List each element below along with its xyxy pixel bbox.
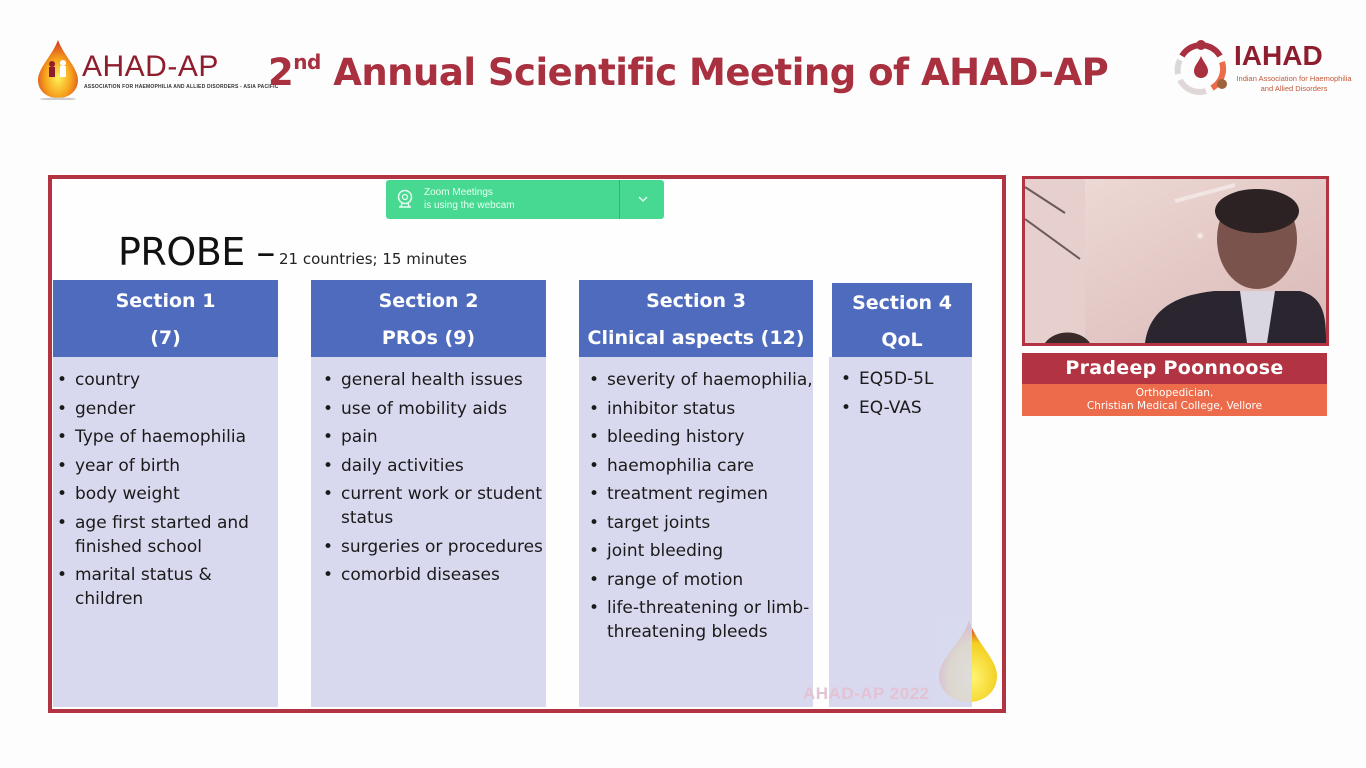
list-item: • country (57, 368, 278, 392)
list-item: • age first started and finished school (57, 511, 278, 559)
section-3-body (579, 357, 813, 707)
iahad-ring-icon (1172, 38, 1230, 96)
speaker-name: Pradeep Poonnoose (1022, 353, 1327, 384)
notification-line-1: Zoom Meetings (424, 187, 493, 198)
ahad-ap-logo-tagline: ASSOCIATION FOR HAEMOPHILIA AND ALLIED DISORDERS - ASIA PACIFIC (84, 84, 279, 90)
list-item: • year of birth (57, 454, 278, 478)
section-2-header (311, 280, 546, 357)
title-ordinal: 2 (268, 51, 294, 94)
list-item: • inhibitor status (589, 397, 813, 421)
list-item: • general health issues (323, 368, 546, 392)
webcam-notification[interactable] (386, 180, 664, 219)
list-item: • EQ5D-5L (841, 367, 972, 391)
section-3-subtitle: Clinical aspects (12) (587, 327, 805, 349)
notification-divider (619, 180, 620, 219)
list-item: • gender (57, 397, 278, 421)
section-1-title: Section 1 (115, 290, 216, 312)
list-item: • life-threatening or limb-threatening bleeds (589, 596, 813, 644)
chevron-down-icon[interactable] (636, 192, 650, 206)
slide-watermark-text: AHAD-AP 2022 (803, 684, 930, 703)
ahad-ap-logo (34, 36, 279, 104)
ahad-ap-logo-name: AHAD-AP (82, 50, 219, 83)
list-item: • target joints (589, 511, 813, 535)
section-4-header (832, 283, 972, 357)
section-3-title: Section 3 (646, 290, 746, 312)
webcam-icon (396, 189, 414, 209)
section-2-list (323, 368, 546, 587)
list-item: • current work or student status (323, 482, 546, 530)
list-item: • marital status & children (57, 563, 278, 611)
title-text: Annual Scientific Meeting of AHAD-AP (320, 51, 1109, 94)
speaker-video-image (1025, 179, 1326, 343)
notification-line-2: is using the webcam (424, 200, 515, 211)
list-item: • range of motion (589, 568, 813, 592)
watermark-drop-icon (935, 618, 999, 704)
list-item: • use of mobility aids (323, 397, 546, 421)
section-3-header (579, 280, 813, 357)
notification-text (424, 186, 515, 212)
title-ordinal-suffix: nd (293, 50, 321, 74)
section-2-body (311, 357, 546, 707)
list-item: • bleeding history (589, 425, 813, 449)
slide-subtitle: 21 countries; 15 minutes (279, 250, 467, 268)
section-4-title: Section 4 (852, 292, 952, 314)
speaker-video-feed (1022, 176, 1329, 346)
section-4-list (841, 367, 972, 420)
speaker-role-affiliation: Christian Medical College, Vellore (1086, 400, 1263, 412)
section-1-header (53, 280, 278, 357)
section-1-list (57, 368, 278, 611)
page-title (268, 50, 1128, 94)
iahad-logo (1172, 36, 1352, 98)
iahad-logo-name: IAHAD (1234, 40, 1323, 71)
list-item: • comorbid diseases (323, 563, 546, 587)
list-item: • severity of haemophilia, (589, 368, 813, 392)
list-item: • surgeries or procedures (323, 535, 546, 559)
list-item: • joint bleeding (589, 539, 813, 563)
slide-title: PROBE – (118, 230, 275, 274)
speaker-role (1022, 384, 1327, 416)
section-1-body (53, 357, 278, 707)
section-1-subtitle: (7) (150, 327, 181, 349)
list-item: • EQ-VAS (841, 396, 972, 420)
section-3-list (589, 368, 813, 644)
list-item: • daily activities (323, 454, 546, 478)
blood-drop-logo-icon (34, 38, 82, 100)
section-2-subtitle: PROs (9) (381, 327, 476, 349)
list-item: • haemophilia care (589, 454, 813, 478)
iahad-logo-tagline: Indian Association for Haemophilia and Allied Disorders (1236, 74, 1352, 93)
list-item: • body weight (57, 482, 278, 506)
section-4-subtitle: QoL (881, 329, 923, 351)
list-item: • pain (323, 425, 546, 449)
list-item: • Type of haemophilia (57, 425, 278, 449)
list-item: • treatment regimen (589, 482, 813, 506)
section-2-title: Section 2 (378, 290, 479, 312)
speaker-role-title: Orthopedician, (1135, 387, 1214, 399)
